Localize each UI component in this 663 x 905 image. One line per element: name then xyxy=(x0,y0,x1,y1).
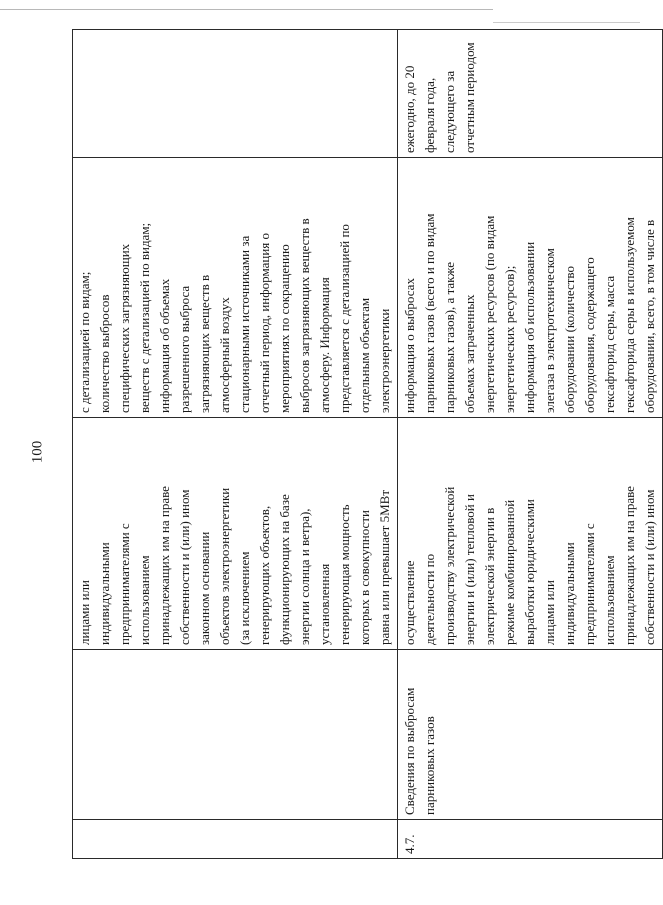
cell-text-line: осуществление xyxy=(402,560,417,645)
cell-text-line: (за исключением xyxy=(237,551,252,645)
row-number-cell: 4.7. xyxy=(398,820,663,859)
info-name-cell xyxy=(73,650,398,820)
cell-text-line: энергии солнца и ветра), xyxy=(297,508,312,645)
cell-text-line: объемах затраченных xyxy=(462,294,477,413)
cell-text-line: специфических загрязняющих xyxy=(117,243,132,413)
cell-text-line: мероприятиях по сокращению xyxy=(277,244,292,413)
cell-text-line: объектов электроэнергетики xyxy=(217,487,232,645)
information-content-cell xyxy=(73,158,398,418)
cell-text-line: гексафторида серы в используемом xyxy=(622,217,637,413)
cell-text-line: индивидуальными xyxy=(97,542,112,645)
cell-text-line: информация о выбросах xyxy=(402,278,417,413)
cell-text-line: оборудовании, всего, в том числе в xyxy=(642,219,657,413)
cell-text-line: энергетических ресурсов (по видам xyxy=(482,215,497,413)
cell-text-line: электроэнергетики xyxy=(377,308,392,413)
row-number-cell xyxy=(73,820,398,859)
table-row xyxy=(398,30,663,859)
cell-text-line: законном основании xyxy=(197,531,212,645)
cell-text-line: информация об использовании xyxy=(522,241,537,413)
cell-text-line: функционирующих на базе xyxy=(277,494,292,645)
information-content-cell xyxy=(398,158,663,418)
cell-text-line: которых в совокупности xyxy=(357,510,372,645)
cell-text-line: отчетным периодом xyxy=(462,42,477,153)
cell-text-line: установленная xyxy=(317,563,332,645)
cell-text-line: генерирующая мощность xyxy=(337,504,352,645)
cell-text-line: парниковых газов (всего и по видам xyxy=(422,213,437,413)
cell-text-line: представляется с детализацией по xyxy=(337,224,352,413)
cell-text-line: электрической энергии в xyxy=(482,507,497,645)
reporting-entities-cell xyxy=(398,418,663,650)
cell-text-line: энергии и (или) тепловой и xyxy=(462,494,477,645)
cell-text-line: деятельности по xyxy=(422,553,437,645)
table-row xyxy=(73,30,398,859)
cell-text-line: загрязняющих веществ в xyxy=(197,274,212,413)
cell-text-line: веществ с детализацией по видам; xyxy=(137,222,152,413)
cell-text-line: стационарными источниками за xyxy=(237,235,252,413)
cell-text-line: лицами или xyxy=(542,579,557,645)
cell-text-line: предпринимателями с xyxy=(117,523,132,645)
cell-text-line: собственности и (или) ином xyxy=(177,489,192,645)
cell-text-line: атмосферный воздух xyxy=(217,297,232,413)
cell-text-line: отдельным объектам xyxy=(357,297,372,413)
cell-text-line: элегаза в электротехническом xyxy=(542,248,557,413)
cell-text-line: выбросов загрязняющих веществ в xyxy=(297,218,312,413)
cell-text-line: использованием xyxy=(602,555,617,645)
cell-text-line: гексафторид серы, масса xyxy=(602,275,617,413)
cell-text-line: количество выбросов xyxy=(97,294,112,413)
cell-text-line: режиме комбинированной xyxy=(502,499,517,645)
rotated-document-sheet xyxy=(72,30,657,859)
cell-text-line: разрешенного выброса xyxy=(177,285,192,413)
cell-text-line: отчетный период, информация о xyxy=(257,232,272,413)
cell-text-line: выработки юридическими xyxy=(522,499,537,645)
cell-text-line: атмосферу. Информация xyxy=(317,277,332,413)
cell-text-line: индивидуальными xyxy=(562,542,577,645)
cell-text-line: оборудования, содержащего xyxy=(582,257,597,413)
cell-text-line: с детализацией по видам; xyxy=(77,271,92,413)
scan-edge-line xyxy=(493,22,640,23)
scan-edge-line xyxy=(0,9,493,10)
cell-text-line: следующего за xyxy=(442,70,457,153)
cell-text-line: февраля года, xyxy=(422,77,437,153)
cell-text-line: лицами или xyxy=(77,579,92,645)
deadline-cell xyxy=(398,30,663,158)
cell-text-line: производству электрической xyxy=(442,486,457,645)
reporting-table xyxy=(72,29,663,859)
cell-text-line: принадлежащих им на праве xyxy=(157,486,172,645)
info-name-cell xyxy=(398,650,663,820)
cell-text-line: ежегодно, до 20 xyxy=(402,65,417,153)
cell-text-line: генерирующих объектов, xyxy=(257,505,272,645)
cell-text-line: использованием xyxy=(137,555,152,645)
page-number: 100 xyxy=(29,440,46,464)
cell-text-line: принадлежащих им на праве xyxy=(622,486,637,645)
cell-text-line: оборудовании (количество xyxy=(562,266,577,413)
cell-text-line: Сведения по выбросам xyxy=(402,687,417,815)
reporting-entities-cell xyxy=(73,418,398,650)
cell-text-line: собственности и (или) ином xyxy=(642,489,657,645)
cell-text-line: информация об объемах xyxy=(157,278,172,413)
cell-text-line: равна или превышает 5МВт xyxy=(377,489,392,645)
deadline-cell xyxy=(73,30,398,158)
cell-text-line: предпринимателями с xyxy=(582,523,597,645)
cell-text-line: парниковых газов), а также xyxy=(442,261,457,413)
cell-text-line: энергетических ресурсов); xyxy=(502,265,517,413)
cell-text-line: парниковых газов xyxy=(422,716,437,815)
